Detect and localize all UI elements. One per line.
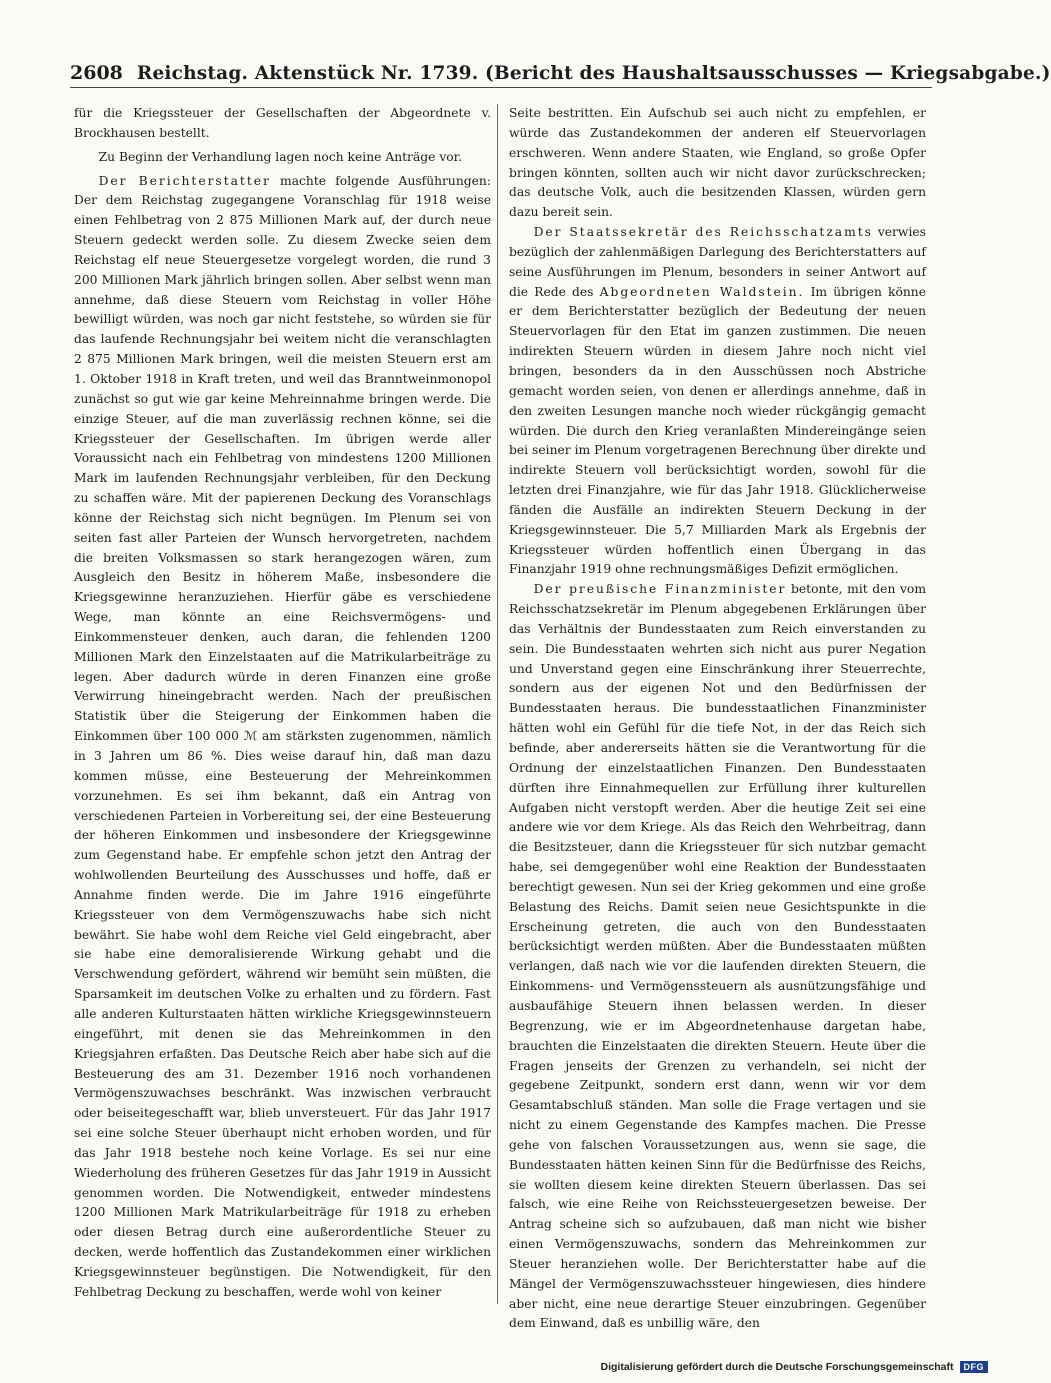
paragraph: Seite bestritten. Ein Aufschub sei auch nicht zu empfehlen, er würde das Zustandekommen der anderen elf Steuervorlagen erschweren. Wenn andere Staaten, wie England, so große Opfer bringen könnten, sollten auch wir nicht davor zurückschrecken; das deutsche Volk, auch die besitzenden Klassen, würden gern dazu bereit sein. xyxy=(509,106,926,220)
speaker-name: Der Staatssekretär des Reichsschatzamts xyxy=(533,225,873,240)
page-number: 2608 xyxy=(70,62,123,84)
paragraph: Zu Beginn der Verhandlung lagen noch keine Anträge vor. xyxy=(98,149,463,164)
digitization-credit xyxy=(601,1361,988,1373)
page-title: Reichstag. Aktenstück Nr. 1739. (Bericht des Haushaltsausschusses — Kriegsabgabe.) xyxy=(136,63,1051,84)
paragraph-text: Im übrigen könne er dem Berichterstatter bezüglich der Bedeutung der neuen Steuervorlagen für den Etat im ganzen zustimmen. Die neuen indirekten Steuern würden in diesem Jahre noch nicht viel bringen, besonders da in den Ausschüssen noch Abstriche gemacht worden seien, von denen er allerdings annehme, daß in den zweiten Lesungen manche noch wieder rückgängig gemacht würden. Die durch den Krieg veranlaßten Mindereingänge seien bei seiner im Plenum vorgetragenen Berechnung über direkte und indirekte Steuern voll berücksichtigt worden, sowohl für die letzten drei Finanzjahre, wie für das Jahr 1918. Glücklicherweise fänden die Ausfälle an indirekten Steuern Deckung in der Kriegsgewinnsteuer. Die 5,7 Milliarden Mark als Ergebnis der Kriegssteuer würden hoffentlich einen Übergang in das Finanzjahr 1919 ohne rechnungsmäßiges Defizit ermöglichen. xyxy=(509,284,927,577)
credit-text: Digitalisierung gefördert durch die Deutsche Forschungsgemeinschaft xyxy=(600,1361,954,1373)
paragraph-text: machte folgende Ausführungen: Der dem Reichstag zugegangene Voranschlag für 1918 weise einen Fehlbetrag von 2 875 Millionen Mark auf, der durch neue Steuern gedeckt werden solle. Zu diesem Zwecke seien dem Reichstag elf neue Steuergesetze vorgelegt worden, die rund 3 200 Millionen Mark jährlich bringen sollen. Aber selbst wenn man annehme, daß diese Steuern vom Reichstag in voller Höhe bewilligt würden, was noch gar nicht feststehe, so würden sie für das laufende Rechnungsjahr bei weitem nicht die veranschlagten 2 875 Millionen Mark bringen, weil die meisten Steuern erst am 1. Oktober 1918 in Kraft treten, und weil das Branntweinmonopol zunächst so gut wie gar keine Mehreinnahme bringen werde. Die einzige Steuer, auf die man zuverlässig rechnen könne, sei die Kriegssteuer der Gesellschaften. Im übrigen werde aller Voraussicht nach ein Fehlbetrag von mindestens 1200 Millionen Mark im laufenden Rechnungsjahr verbleiben, für den Deckung zu schaffen wäre. Mit der papierenen Deckung des Voranschlags könne der Reichstag sich nicht begnügen. Im Plenum sei von seiten fast aller Parteien der Wunsch hervorgetreten, nachdem die breiten Volksmassen so stark herangezogen wären, zum Ausgleich den Besitz in höherem Maße, insbesondere die Kriegsgewinne heranzuziehen. Hierfür gäbe es verschiedene Wege, man könnte an eine Reichsvermögens- und Einkommensteuer denken, auch daran, die fehlenden 1200 Millionen Mark den Einzelstaaten auf die Matrikularbeiträge zu legen. Aber dadurch würde in deren Finanzen eine große Verwirrung hineingebracht werden. Nach der preußischen Statistik über die Steigerung der Einkommen haben die Einkommen über 100 000 ℳ am stärksten zugenommen, nämlich in 3 Jahren um 86 %. Dies weise darauf hin, daß man dazu kommen müsse, eine Besteuerung der Mehreinkommen vorzunehmen. Es sei ihm bekannt, daß ein Antrag von verschiedenen Parteien in Vorbereitung sei, der eine Besteuerung der höheren Einkommen und insbesondere der Kriegsgewinne zum Gegenstand habe. Er empfehle schon jetzt den Antrag der wohlwollenden Beurteilung des Ausschusses und hoffe, daß er Annahme finden werde. Die im Jahre 1916 eingeführte Kriegssteuer von dem Vermögenszuwachs habe sich nicht bewährt. Sie habe wohl dem Reiche viel Geld eingebracht, aber sie habe eine demoralisierende Wirkung gehabt und die Verschwendung gefördert, während wir bemüht sein müßten, die Sparsamkeit im deutschen Volke zu erhalten und zu fördern. Fast alle anderen Kulturstaaten hätten wirkliche Kriegsgewinnsteuern eingeführt, mit denen sie das Mehreinkommen in den Kriegsjahren erfaßten. Das Deutsche Reich aber habe sich auf die Besteuerung des am 31. Dezember 1916 noch vorhandenen Vermögenszuwachses beschränkt. Was inzwischen verbraucht oder beiseitegeschafft war, blieb unversteuert. Für das Jahr 1917 sei eine solche Steuer überhaupt nicht erhoben worden, und für das Jahr 1918 bestehe noch keine Vorlage. Es sei nur eine Wiederholung des früheren Gesetzes für das Jahr 1919 in Aussicht genommen worden. Die Notwendigkeit, entweder mindestens 1200 Millionen Mark Matrikularbeiträge für 1918 zu erheben oder diesen Betrag durch eine außerordentliche Steuer zu decken, werde hoffentlich das Zustandekommen einer wirklichen Kriegsgewinnsteuer begünstigen. Die Notwendigkeit, für den Fehlbetrag Deckung zu beschaffen, werde wohl von keiner xyxy=(74,173,491,1299)
speaker-name: Der Berichterstatter xyxy=(98,173,271,188)
paragraph xyxy=(74,172,491,1303)
paragraph xyxy=(509,223,926,580)
person-name: Abgeordneten Waldstein. xyxy=(599,284,805,299)
paragraph-text: betonte, mit den vom Reichsschatzsekretär im Plenum abgegebenen Erklärungen über das Verhältnis der Bundesstaaten zum Reich einverstanden zu sein. Die Bundesstaaten wehrten sich nicht aus purer Negation und Unverstand gegen eine Einschränkung ihrer Steuerrechte, sondern aus der eigenen Not und den Bedürfnissen der Bundesstaaten heraus. Die bundesstaatlichen Finanzminister hätten wohl ein Gefühl für die tiefe Not, in der das Reich sich befinde, aber andererseits hätten sie die Verantwortung für die Ordnung der einzelstaatlichen Finanzen. Den Bundesstaaten dürften ihre Einnahmequellen zur Erfüllung ihrer kulturellen Aufgaben nicht verstopft werden. Aber die heutige Zeit sei eine andere wie vor dem Kriege. Als das Reich den Wehrbeitrag, dann die Besitzsteuer, dann die Kriegssteuer für sich nutzbar gemacht habe, sei demgegenüber wohl eine Reaktion der Bundesstaaten berechtigt gewesen. Nun sei der Krieg gekommen und eine große Belastung des Reichs. Damit seien neue Gesichtspunkte in die Erscheinung getreten, die auch von den Bundesstaaten berücksichtigt werden müßten. Aber die Bundesstaaten müßten verlangen, daß nach wie vor die laufenden direkten Steuern, die Einkommens- und Vermögenssteuern als ausnützungsfähige und ausbaufähige Steuern ihnen belassen werden. In dieser Begrenzung, wie er im Abgeordnetenhause dargetan habe, brauchten die Einzelstaaten die direkten Steuern. Heute über die Fragen jenseits der Grenzen zu verhandeln, sei nicht der gegebene Zeitpunkt, sondern erst dann, wenn wir vor dem Gesamtabschluß ständen. Man solle die Frage vertagen und sie nicht zu einem Gegenstande des Kampfes machen. Die Presse gehe von falschen Voraussetzungen aus, wenn sie sage, die Bundesstaaten hätten keinen Sinn für die Bedürfnisse des Reichs, sie wollten diesem keine direkten Steuern überlassen. Das sei falsch, wie eine Reihe von Reichssteuergesetzen beweise. Der Antrag scheine sich so aufzubauen, daß man nicht wie bisher einen Vermögenszuwachs, sondern das Mehreinkommen zur Steuer heranziehen wolle. Der Berichterstatter habe auf die Mängel der Vermögenszuwachssteuer hingewiesen, dies hindere aber nicht, eine neue derartige Steuer einzubringen. Gegenüber dem Einwand, daß es unbillig wäre, den xyxy=(509,582,926,1331)
speaker-name: Der preußische Finanzminister xyxy=(533,582,787,597)
page-header xyxy=(70,62,1051,88)
dfg-logo-icon: DFG xyxy=(960,1361,989,1373)
paragraph xyxy=(509,580,926,1334)
right-column xyxy=(509,104,927,1331)
column-divider xyxy=(497,104,498,1304)
left-column xyxy=(74,104,491,1304)
paragraph: für die Kriegssteuer der Gesellschaften der Abgeordnete v. Brockhausen bestellt. xyxy=(74,106,491,140)
paragraph-text: verwies bezüglich der zahlenmäßigen Darlegung des Berichterstatters auf seine Ausführungen im Plenum, besonders in seiner Antwort auf die Rede des xyxy=(509,225,926,299)
